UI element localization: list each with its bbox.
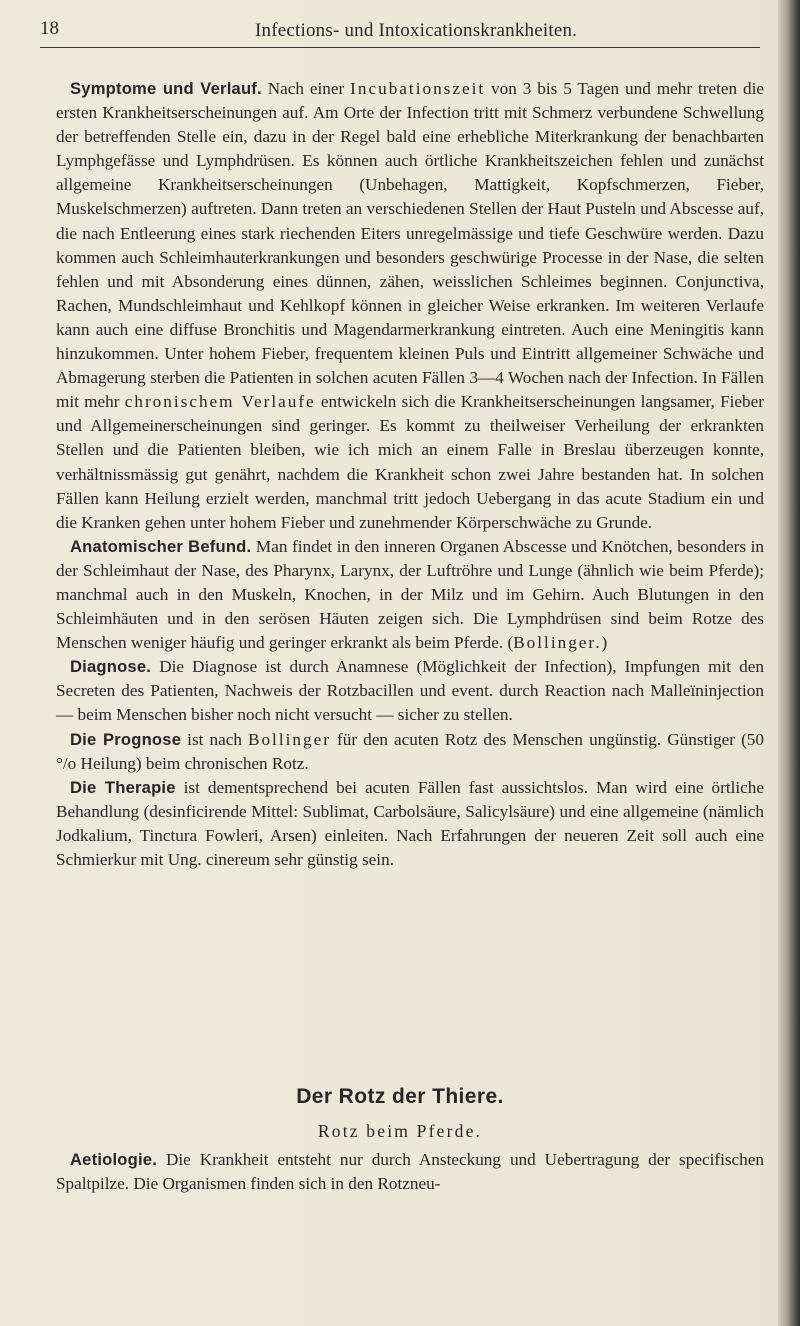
term-chronisch: chronischem Verlaufe bbox=[124, 392, 316, 412]
author-bollinger: Bollinger. bbox=[513, 633, 602, 653]
heading-prognose: Die Prognose bbox=[70, 729, 182, 749]
running-title: Infections- und Intoxicationskrankheiten. bbox=[255, 20, 578, 41]
paragraph-befund: Anatomischer Befund. Man findet in den inneren Organen Abscesse und Knötchen, besonders in der Schleimhaut der Nase, des Pharynx, Larynx, der Luftröhre und Lunge (ähnlich wie beim Pferde); manchmal auch in den Muskeln, Knochen, in der Milz und im Gehirn. Auch Blutungen in den Schleimhäuten und in den serösen Häuten zeigen sich. Die Lymphdrüsen sind beim Rotze des Menschen weniger häufig und geringer erkrankt als beim Pferde. (Bollinger.) bbox=[56, 536, 764, 653]
page-header bbox=[40, 18, 760, 54]
author-bollinger-2: Bollinger bbox=[248, 729, 331, 749]
paragraph-prognose: Die Prognose ist nach Bollinger für den acuten Rotz des Menschen ungünstig. Günstiger (50 °/o Heilung) beim chronischen Rotz. bbox=[56, 729, 764, 773]
heading-diagnose: Diagnose. bbox=[70, 657, 152, 677]
paragraph-aetiologie: Aetiologie. Die Krankheit entsteht nur durch Ansteckung und Uebertragung der specifischen Spaltpilze. Die Organismen finden sich in den Rotzneu- bbox=[56, 1150, 764, 1194]
heading-symptome: Symptome und Verlauf. bbox=[70, 79, 262, 98]
heading-aetiologie: Aetiologie. bbox=[70, 1150, 158, 1169]
aetiologie-text bbox=[56, 1148, 764, 1196]
paragraph-symptome: Symptome und Verlauf. Nach einer Incubationszeit von 3 bis 5 Tagen und mehr treten die ersten Krankheitserscheinungen auf. Am Orte der Infection tritt mit Schmerz verbundene Schwellung der betreffenden Stelle ein, dazu in der Regel bald eine erhebliche Miterkrankung der benachbarten Lymphgefässe und Lymphdrüsen. Es können auch örtliche Krankheitszeichen fehlen und zunächst allgemeine Krankheitserscheinungen (Unbehagen, Mattigkeit, Kopfschmerzen, Fieber, Muskelschmerzen) auftreten. Dann treten an verschiedenen Stellen der Haut Pusteln und Abscesse auf, die nach Entleerung eines stark riechenden Eiters unregelmässige und tiefe Geschwüre werden. Dazu kommen auch Schleimhauterkrankungen und besonders geschwürige Processe in der Nase, die selten fehlen und mit Absonderung eines dünnen, zähen, weisslichen Schleimes beginnen. Conjunctiva, Rachen, Mundschleimhaut und Kehlkopf können in gleicher Weise erkranken. Im weiteren Verlaufe kann auch eine diffuse Bronchitis und Magendarmerkrankung eintreten. Auch eine Meningitis kann hinzukommen. Unter hohem Fieber, frequentem kleinen Puls und Eintritt allgemeiner Schwäche und Abmagerung sterben die Patienten in solchen acuten Fällen 3—4 Wochen nach der Infection. In Fällen mit mehr chronischem Verlaufe entwickeln sich die Krankheitserscheinungen langsamer, Fieber und Allgemeinerscheinungen sind geringer. Es kommt zu theilweiser Verheilung der erkrankten Stellen und die Patienten bleiben, wie ich mich an einem Falle in Breslau überzeugen konnte, verhältnissmässig gut genährt, nachdem die Krankheit schon zwei Jahre bestanden hat. In solchen Fällen kann Heilung erzielt werden, manchmal tritt jedoch Uebergang in das acute Stadium ein und die Kranken gehen unter hohem Fieber und zunehmender Körperschwäche zu Grunde. bbox=[56, 79, 764, 532]
main-text bbox=[56, 77, 764, 872]
heading-therapie: Die Therapie bbox=[70, 777, 176, 797]
chapter-subtitle: Rotz beim Pferde. bbox=[317, 1121, 483, 1141]
paragraph-therapie: Die Therapie ist dementsprechend bei acuten Fällen fast aussichtslos. Man wird eine örtliche Behandlung (desinficirende Mittel: Sublimat, Carbolsäure, Salicylsäure) und eine allgemeine (nämlich Jodkalium, Tinctura Fowleri, Arsen) einleiten. Nach Erfahrungen der neueren Zeit soll auch eine Schmierkur mit Ung. cinereum sehr günstig sein. bbox=[56, 777, 764, 869]
page-edge-shadow bbox=[778, 0, 800, 1326]
chapter-title: Der Rotz der Thiere. bbox=[296, 1085, 504, 1108]
header-rule bbox=[40, 47, 760, 48]
paragraph-diagnose: Diagnose. Die Diagnose ist durch Anamnese (Möglichkeit der Infection), Impfungen mit den Secreten des Patienten, Nachweis der Rotzbacillen und event. durch Reaction nach Malleïninjection — beim Menschen bisher noch nicht versucht — sicher zu stellen. bbox=[56, 657, 764, 725]
page-number: 18 bbox=[40, 18, 59, 39]
heading-befund: Anatomischer Befund. bbox=[70, 536, 252, 556]
term-incubation: Incubationszeit bbox=[350, 79, 486, 98]
